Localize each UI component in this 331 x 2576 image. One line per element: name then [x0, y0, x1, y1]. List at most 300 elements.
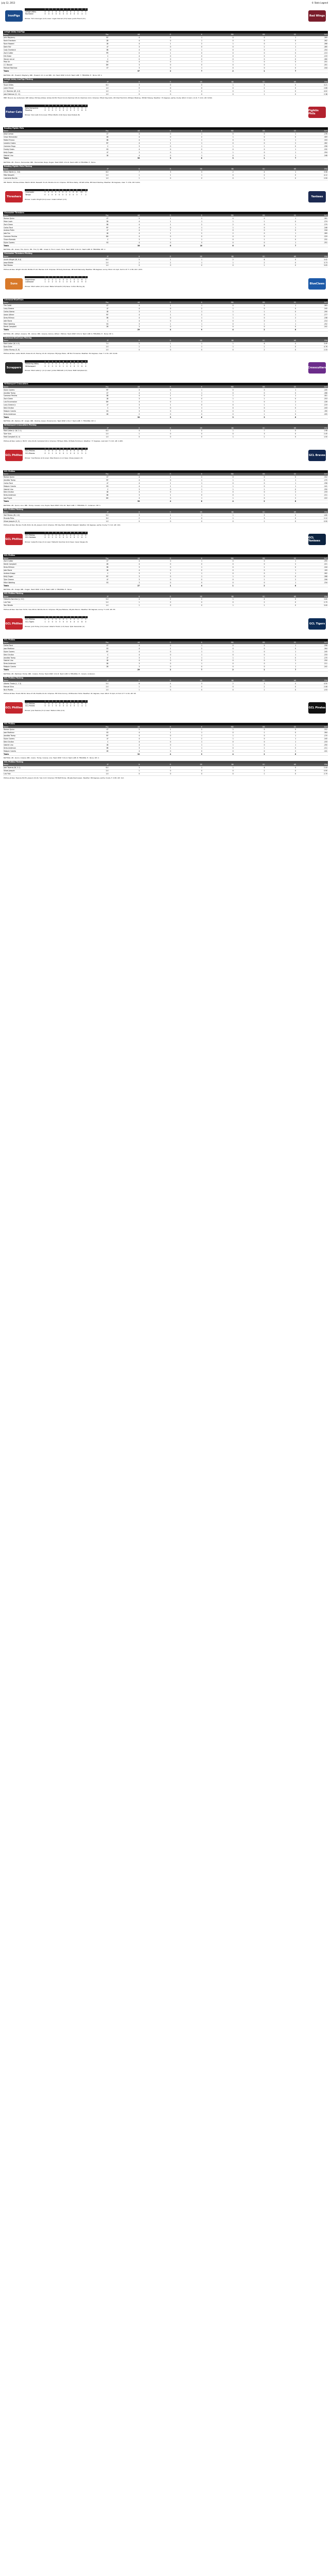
- stat-cell: 0: [140, 743, 172, 747]
- stat-cell: 1: [266, 171, 297, 174]
- player-name[interactable]: Carlos Tocci: [3, 482, 78, 485]
- player-name[interactable]: J.C. Boscan: [3, 63, 78, 66]
- player-name[interactable]: Carlos Tocci: [3, 644, 78, 647]
- stat-cell: 2B: [78, 135, 109, 139]
- player-name[interactable]: Lisalverto Bonilla: [3, 177, 78, 180]
- player-name[interactable]: Deivi Grullon: [3, 740, 78, 743]
- away-team-logo: Scrappers: [5, 362, 23, 374]
- stat-cell: CF: [78, 644, 109, 647]
- stat-cell: 0: [140, 688, 172, 691]
- stat-cell: 2: [266, 55, 297, 58]
- away-inning-score: 0: [59, 107, 60, 109]
- stat-cell: 4: [109, 226, 140, 229]
- away-team-name[interactable]: GCL Phillies: [25, 618, 35, 621]
- player-name[interactable]: Nick Pivetta: [3, 688, 78, 691]
- player-name[interactable]: Aaron Altherr: [3, 313, 78, 316]
- stat-cell: 0: [172, 578, 203, 581]
- inning-header: 4: [54, 616, 58, 619]
- player-name[interactable]: Mark Leiter Jr. (W, 2-1): [3, 430, 78, 433]
- stat-cell: 5: [234, 514, 266, 517]
- stat-cell: 1: [234, 403, 266, 406]
- player-name[interactable]: Deivi Grullon: [3, 491, 78, 494]
- box-section: [3, 383, 328, 423]
- stat-cell: .245: [296, 388, 328, 392]
- home-team-name[interactable]: Reading: [25, 109, 32, 112]
- player-name[interactable]: Drew Anderson: [3, 662, 78, 665]
- player-name[interactable]: Jesse Lemon: [3, 132, 78, 135]
- stat-cell: 3B: [78, 48, 109, 52]
- player-name[interactable]: Kelly Dugan: [3, 151, 78, 154]
- stat-cell: DH: [78, 235, 109, 238]
- stat-cell: 0: [203, 235, 234, 238]
- stat-cell: 1: [203, 316, 234, 319]
- player-name[interactable]: Zach Green: [3, 397, 78, 400]
- away-team-name[interactable]: GCL Phillies: [25, 702, 35, 705]
- away-team-name[interactable]: New Hampshire: [25, 107, 39, 109]
- section-title: Reading Fightin Phils Pitching: [3, 165, 328, 168]
- stat-cell: .264: [296, 731, 328, 734]
- player-name[interactable]: Totals: [3, 500, 78, 503]
- player-name[interactable]: Deivi Grullon: [3, 406, 78, 410]
- player-name[interactable]: Cameron Rupp: [3, 145, 78, 148]
- stat-cell: 0: [140, 479, 172, 482]
- player-name[interactable]: Tyler Greene: [3, 578, 78, 581]
- player-name[interactable]: Dylan Cozens: [3, 388, 78, 392]
- home-team-name[interactable]: Williamsport: [25, 365, 36, 367]
- stat-cell: 0: [140, 491, 172, 494]
- column-header: ER: [172, 595, 203, 598]
- stat-cell: 1: [266, 36, 297, 39]
- column-header: AVG: [296, 130, 328, 132]
- stat-cell: 0: [140, 135, 172, 139]
- column-header: IP: [78, 764, 109, 766]
- stat-cell: 1: [234, 566, 266, 569]
- player-name[interactable]: Drew Hillman: [3, 316, 78, 319]
- away-inning-score: 0: [62, 534, 64, 536]
- column-header: ER: [172, 340, 203, 342]
- player-name[interactable]: Jiandido Tromp: [3, 479, 78, 482]
- away-inning-score: 0: [52, 450, 53, 452]
- home-team-name[interactable]: GCL Tigers: [25, 620, 35, 623]
- player-name[interactable]: Yoel Mecias: [3, 264, 78, 267]
- stat-cell: 0: [203, 662, 234, 665]
- player-name[interactable]: Totals: [3, 753, 78, 756]
- home-team-name[interactable]: Lakewood: [25, 281, 34, 283]
- stat-cell: .264: [296, 647, 328, 650]
- stat-cell: 0: [140, 653, 172, 656]
- player-name[interactable]: Mark Leiter (W, 4-5): [3, 342, 78, 345]
- stat-cell: CF: [78, 132, 109, 135]
- player-name[interactable]: Cesar Hernandez: [3, 135, 78, 139]
- stat-cell: 2.33: [296, 348, 328, 351]
- player-name[interactable]: Zach Green: [3, 223, 78, 226]
- away-inning-score: 0: [70, 618, 71, 621]
- player-name[interactable]: Darin Ruf: [3, 45, 78, 48]
- away-team-name[interactable]: Mahoning Valley: [25, 363, 39, 365]
- stat-cell: 1: [203, 310, 234, 313]
- player-name[interactable]: Drew Anderson: [3, 413, 78, 416]
- player-name[interactable]: Roman Quinn: [3, 728, 78, 731]
- stat-cell: 4: [109, 400, 140, 403]
- home-team-name[interactable]: GCL Pirates: [25, 705, 35, 707]
- player-name[interactable]: Gabriel Lino: [3, 488, 78, 491]
- player-name[interactable]: Luis Encarnacion: [3, 400, 78, 403]
- player-name[interactable]: Tim Cahill: [3, 304, 78, 307]
- stat-cell: .241: [296, 325, 328, 328]
- player-name[interactable]: Luis Ysla: [3, 772, 78, 775]
- inning-header: 6: [61, 616, 65, 619]
- player-name[interactable]: Deivi Grullon: [3, 653, 78, 656]
- player-name[interactable]: J.C. Ramirez (W, 4-3): [3, 90, 78, 93]
- stat-cell: 0: [234, 304, 266, 307]
- stat-cell: 3.49: [296, 342, 328, 345]
- player-name[interactable]: Leandro Castro: [3, 142, 78, 145]
- stat-cell: 1: [203, 307, 234, 310]
- player-name[interactable]: Cameron Perkins: [3, 395, 78, 398]
- stat-cell: 1: [172, 653, 203, 656]
- stat-cell: 1: [266, 388, 297, 392]
- player-name[interactable]: Zach Collier: [3, 52, 78, 55]
- player-name[interactable]: Chace Numata: [3, 238, 78, 241]
- player-name[interactable]: Jake Fox: [3, 232, 78, 235]
- player-name[interactable]: Mike Nesseth: [3, 174, 78, 177]
- player-name[interactable]: Carlos Tocci: [3, 226, 78, 229]
- player-name[interactable]: Justin Friend: [3, 87, 78, 90]
- away-inning-score: 0: [73, 191, 74, 194]
- box-section: [3, 509, 328, 528]
- player-name[interactable]: Yoel Mecias (W, 2-0): [3, 514, 78, 517]
- player-name[interactable]: Jake Stone: [3, 319, 78, 323]
- stat-cell: 0: [203, 494, 234, 497]
- player-name[interactable]: Jose Taveras (W, 3-1): [3, 766, 78, 769]
- player-name[interactable]: Derek Campbell: [3, 325, 78, 328]
- away-team-name[interactable]: Clearwater: [25, 191, 35, 194]
- player-name[interactable]: Drew Anderson: [3, 747, 78, 750]
- player-name[interactable]: Ulises Joaquin: [3, 769, 78, 772]
- player-name[interactable]: Jose Martinez: [3, 647, 78, 650]
- stat-cell: .268: [296, 392, 328, 395]
- player-name[interactable]: Kevin Frandsen: [3, 39, 78, 42]
- stat-cell: 4: [109, 598, 140, 601]
- stat-cell: 1: [266, 403, 297, 406]
- away-inning-score: 0: [74, 450, 75, 452]
- player-name[interactable]: Matt Campbell (S, 4): [3, 435, 78, 438]
- player-name[interactable]: Jake Stone: [3, 569, 78, 572]
- column-header: HR: [266, 340, 297, 342]
- section-notes: Pitches-strikes: Sanchez 79-50, Ysla 28-19, Windle 19-11. Umpires: HP Jose Esteras, 1B John Bacon. Weather: 89 degrees, sunny. T: 2:05. Att: 87.: [4, 608, 116, 611]
- player-name[interactable]: Larry Greene: [3, 307, 78, 310]
- stat-cell: 0: [203, 174, 234, 177]
- stat-cell: 4: [109, 569, 140, 572]
- player-name[interactable]: Ricardo Pinto: [3, 517, 78, 520]
- player-name[interactable]: Zach Collier: [3, 560, 78, 563]
- stat-cell: 0: [266, 220, 297, 223]
- player-name[interactable]: Malquin Canelo: [3, 485, 78, 488]
- home-inning-score: 0: [70, 452, 72, 454]
- stat-cell: 1: [172, 66, 203, 70]
- stat-cell: 1: [172, 36, 203, 39]
- home-inning-score: 1: [85, 536, 87, 539]
- player-name[interactable]: Steven Lerud: [3, 58, 78, 61]
- home-inning-score: 0: [74, 13, 75, 15]
- stat-cell: 1: [140, 217, 172, 220]
- stat-cell: 1: [172, 61, 203, 64]
- away-inning-score: 0: [62, 618, 64, 621]
- player-name[interactable]: Jose Pujols: [3, 497, 78, 500]
- box-table: [3, 301, 328, 332]
- stat-cell: 4: [109, 644, 140, 647]
- player-name[interactable]: Roman Quinn: [3, 217, 78, 220]
- column-header: R: [140, 473, 172, 476]
- column-header: SO: [234, 427, 266, 429]
- player-name[interactable]: Jiandido Tromp: [3, 392, 78, 395]
- stat-cell: .234: [296, 581, 328, 584]
- player-name[interactable]: Alberto Tirado (L, 1-3): [3, 682, 78, 685]
- stat-cell: 0: [172, 58, 203, 61]
- player-name[interactable]: Dylan Cozens: [3, 737, 78, 740]
- player-name[interactable]: Malquin Canelo: [3, 665, 78, 668]
- column-header: BB: [203, 255, 234, 258]
- home-team-name[interactable]: GCL Braves: [25, 452, 35, 454]
- player-name[interactable]: Jiandido Tromp: [3, 656, 78, 659]
- player-name[interactable]: Andrew Pullin: [3, 229, 78, 232]
- player-name[interactable]: John Mayberry: [3, 36, 78, 39]
- stat-cell: 2.38: [296, 93, 328, 96]
- stat-cell: 1: [266, 737, 297, 740]
- player-name[interactable]: Malquin Canelo: [3, 750, 78, 753]
- player-name[interactable]: Ryan Duke: [3, 345, 78, 348]
- player-name[interactable]: Mitch Walding: [3, 581, 78, 584]
- stat-cell: CF: [78, 304, 109, 307]
- player-row: [3, 520, 328, 523]
- stat-cell: 1: [203, 604, 234, 607]
- stat-cell: 0: [234, 737, 266, 740]
- away-team-name[interactable]: GCL Phillies: [25, 534, 35, 536]
- player-name[interactable]: Malquin Canelo: [3, 410, 78, 413]
- stat-cell: 1: [234, 435, 266, 438]
- home-inning-score: 0: [58, 193, 60, 196]
- player-name[interactable]: Tyler Viza: [3, 432, 78, 435]
- home-inning-score: 2: [77, 536, 79, 539]
- inning-header: 4: [54, 105, 58, 107]
- inning-header: 2: [47, 616, 51, 619]
- stat-cell: 30: [109, 157, 140, 160]
- player-name[interactable]: Drew Hillman: [3, 566, 78, 569]
- player-name[interactable]: Cameron Perkins: [3, 235, 78, 238]
- stat-cell: .254: [296, 48, 328, 52]
- player-name[interactable]: Ulises Joaquin (S, 3): [3, 520, 78, 523]
- stat-cell: 0: [140, 177, 172, 180]
- stat-cell: RF: [78, 575, 109, 578]
- column-header: R: [140, 385, 172, 388]
- box-section: [3, 31, 328, 77]
- player-name[interactable]: Larry Greene Jr.: [3, 403, 78, 406]
- stat-cell: 7: [172, 668, 203, 671]
- player-name[interactable]: Totals: [3, 416, 78, 419]
- player-name[interactable]: Jose Martinez: [3, 731, 78, 734]
- player-name[interactable]: Jesse Biddle: [3, 261, 78, 264]
- player-name[interactable]: Totals: [3, 584, 78, 587]
- stat-cell: 6.0: [78, 766, 109, 769]
- player-name[interactable]: Cody Overbeck: [3, 48, 78, 52]
- stat-cell: 2: [234, 261, 266, 264]
- column-header: ER: [172, 764, 203, 766]
- stat-cell: 2: [172, 217, 203, 220]
- away-inning-score: 0: [52, 107, 53, 109]
- inning-header: 4: [54, 276, 58, 279]
- player-name[interactable]: Jiandido Tromp: [3, 734, 78, 737]
- player-name[interactable]: Carlos Alonso: [3, 310, 78, 313]
- player-name[interactable]: Michael Martinez: [3, 66, 78, 70]
- player-name[interactable]: Dylan Cozens: [3, 650, 78, 653]
- column-header: Pos: [78, 130, 109, 132]
- away-inning-score: 0: [74, 618, 75, 621]
- stat-cell: 1: [266, 148, 297, 151]
- player-name[interactable]: Kelly Dugan: [3, 575, 78, 578]
- stat-cell: 1: [172, 342, 203, 345]
- pitching-decisions: Winner: Austin Wright (6-4) Loser: Caleb Cotham (2-5): [25, 198, 67, 200]
- game-block: [3, 104, 328, 186]
- player-name[interactable]: Dylan Cozens: [3, 241, 78, 244]
- player-name[interactable]: Gabriel Lino: [3, 659, 78, 662]
- stat-cell: 3: [109, 83, 140, 87]
- stat-cell: 3: [109, 572, 140, 575]
- stat-cell: 1: [266, 304, 297, 307]
- stat-cell: 1: [172, 743, 203, 747]
- stat-cell: 1: [140, 42, 172, 45]
- inning-header: 4: [54, 448, 58, 450]
- player-name[interactable]: Luis Ysla: [3, 601, 78, 604]
- game-block: [3, 531, 328, 613]
- player-name[interactable]: Ethan Martin (L, 3-6): [3, 171, 78, 174]
- player-name[interactable]: Colton Murray (S, 6): [3, 348, 78, 351]
- player-name[interactable]: Totals: [3, 157, 78, 160]
- player-name[interactable]: Manuel Silva: [3, 685, 78, 688]
- stat-cell: 3: [109, 747, 140, 750]
- player-name[interactable]: Jake Diekman (S, 11): [3, 93, 78, 96]
- stat-cell: .222: [296, 497, 328, 500]
- home-team-name[interactable]: GCL Yankees: [25, 536, 36, 539]
- player-name[interactable]: Roman Quinn: [3, 476, 78, 479]
- stat-cell: 1: [266, 734, 297, 737]
- stat-cell: 6: [172, 416, 203, 419]
- stat-cell: 0: [140, 154, 172, 157]
- box-section: [3, 554, 328, 591]
- stat-cell: 2.70: [296, 601, 328, 604]
- away-team-name[interactable]: GCL Phillies: [25, 450, 35, 452]
- stat-cell: .199: [296, 569, 328, 572]
- column-header: Name: [3, 130, 78, 132]
- player-name[interactable]: Tyson Gillies: [3, 83, 78, 87]
- stat-cell: 4: [172, 584, 203, 587]
- inning-header: 6: [61, 448, 65, 450]
- stat-cell: 3: [109, 323, 140, 326]
- player-name[interactable]: Gabriel Lino: [3, 743, 78, 747]
- inning-header: 7: [65, 448, 69, 450]
- away-team-name[interactable]: Hagerstown: [25, 278, 36, 281]
- player-name[interactable]: Derek Campbell: [3, 563, 78, 566]
- away-inning-score: 0: [52, 702, 53, 705]
- player-name[interactable]: Peter Lavin: [3, 220, 78, 223]
- column-header: Pos: [78, 725, 109, 728]
- player-name[interactable]: Austin Wright (W, 6-4): [3, 258, 78, 261]
- box-table: [3, 168, 328, 180]
- away-team-name[interactable]: Lehigh Valley: [25, 10, 37, 13]
- away-inning-score: 0: [70, 107, 72, 109]
- player-name[interactable]: Totals: [3, 668, 78, 671]
- player-name[interactable]: Freddy Galvis: [3, 148, 78, 151]
- stat-cell: 2B: [78, 665, 109, 668]
- away-inning-score: 0: [62, 363, 64, 365]
- inning-header: 1: [43, 616, 47, 619]
- stat-cell: 1.98: [296, 430, 328, 433]
- line-score: [25, 448, 88, 455]
- stat-cell: 1: [140, 728, 172, 731]
- stat-cell: 0: [140, 769, 172, 772]
- player-name[interactable]: Andrew Knapp: [3, 572, 78, 575]
- stat-cell: 1: [140, 403, 172, 406]
- player-name[interactable]: Mitch Walding: [3, 323, 78, 326]
- column-header: Name: [3, 340, 78, 342]
- player-name[interactable]: Pete Orr: [3, 61, 78, 64]
- stat-cell: 8: [172, 500, 203, 503]
- inning-header: 2: [47, 532, 51, 534]
- home-inning-score: 0: [48, 536, 49, 539]
- stat-cell: 3.56: [296, 171, 328, 174]
- player-name[interactable]: Tom Windle: [3, 604, 78, 607]
- stat-cell: 0: [140, 410, 172, 413]
- player-name[interactable]: Feliberto Sanchez (L, 0-2): [3, 598, 78, 601]
- home-team-name[interactable]: Tampa: [25, 193, 31, 196]
- top-bar: [0, 0, 331, 6]
- stat-cell: 3B: [78, 747, 109, 750]
- stat-cell: 0: [266, 685, 297, 688]
- stat-cell: 0: [140, 36, 172, 39]
- stat-cell: 6: [140, 244, 172, 247]
- away-team-logo: Fisher Cats: [5, 107, 23, 118]
- stat-cell: .288: [296, 575, 328, 578]
- player-name[interactable]: Ryan Howard: [3, 42, 78, 45]
- stat-cell: 1: [172, 388, 203, 392]
- player-name[interactable]: Totals: [3, 70, 78, 73]
- player-name[interactable]: Totals: [3, 328, 78, 331]
- stat-cell: 5: [109, 728, 140, 731]
- stat-cell: 4: [109, 430, 140, 433]
- stat-cell: 1: [109, 685, 140, 688]
- home-team-name[interactable]: Rochester: [25, 13, 34, 15]
- player-name[interactable]: Maikel Franco: [3, 139, 78, 142]
- stat-cell: 8: [266, 500, 297, 503]
- away-inning-score: 1: [44, 107, 46, 109]
- column-header: Name: [3, 168, 78, 171]
- totals-row: [3, 244, 328, 247]
- player-name[interactable]: Gabriel Lino: [3, 154, 78, 157]
- player-name[interactable]: Erik Kratz: [3, 55, 78, 58]
- home-team-logo: Fightin Phils: [308, 107, 326, 118]
- column-header: R: [140, 595, 172, 598]
- stat-cell: 0: [203, 241, 234, 244]
- stat-cell: 1: [172, 479, 203, 482]
- stat-cell: 3: [109, 662, 140, 665]
- stat-cell: 1: [172, 491, 203, 494]
- player-name[interactable]: Totals: [3, 244, 78, 247]
- player-name[interactable]: Drew Anderson: [3, 494, 78, 497]
- stat-cell: 0: [140, 316, 172, 319]
- away-inning-score: 1: [62, 450, 64, 452]
- inning-header: 4: [54, 360, 58, 363]
- stat-cell: 3: [234, 682, 266, 685]
- stat-cell: 0: [266, 601, 297, 604]
